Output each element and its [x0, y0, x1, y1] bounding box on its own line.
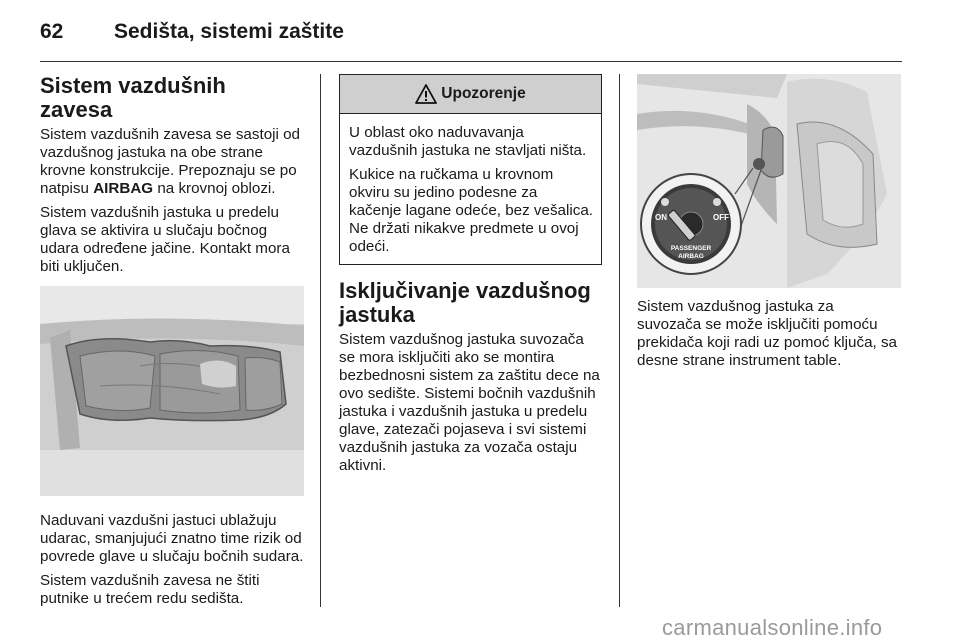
switch-airbag-label: AIRBAG: [678, 253, 704, 260]
curtain-airbag-illustration: [40, 286, 304, 496]
column-3: [637, 74, 901, 376]
paragraph-curtain-third-row: Sistem vazdušnih zavesa ne štiti putnike u trećem redu sedišta.: [40, 572, 260, 607]
paragraph-curtain-activation: Sistem vazdušnih jastuka u predelu glava se aktivira u slučaju bočnog udara određene jačine. Kontakt mora biti uključen.: [40, 204, 290, 275]
warning-body: [340, 114, 601, 264]
warning-paragraph-1: U oblast oko naduvavanja vazdušnih jastuka ne stavljati ništa.: [349, 124, 587, 159]
airbag-label: AIRBAG: [93, 180, 154, 197]
warning-title: Upozorenje: [441, 85, 526, 102]
paragraph-curtain-benefit: Naduvani vazdušni jastuci ublažuju udarac, smanjujući znatno time rizik od povrede glave u slučaju bočnih sudara.: [40, 512, 304, 565]
section-title-airbag-deactivation: Isključivanje vazdušnog jastuka: [339, 278, 591, 327]
paragraph-curtain-intro: Sistem vazdušnih zavesa se sastoji od vazdušnog jastuka na obe strane krovne konstrukcije. Prepoznaju se po natpisu AIRBAG na krovnoj oblozi.: [40, 126, 301, 197]
column-2: [339, 74, 603, 481]
column-1: [40, 74, 304, 614]
warning-header: [340, 75, 601, 114]
warning-paragraph-2: Kukice na ručkama u krovnom okviru su jedino podesne za kačenje lagane odeće, bez vešalica. Ne držati nikakve predmete u ovoj odeći.: [349, 166, 594, 255]
section-title-curtain-airbag: Sistem vazdušnih zavesa: [40, 73, 226, 122]
page-number: 62: [40, 20, 64, 43]
switch-passenger-label: PASSENGER: [670, 245, 712, 252]
paragraph-switch-location: Sistem vazdušnog jastuka za suvozača se može isključiti pomoću prekidača koji radi uz pomoć ključa, sa desne strane instrument table.: [637, 298, 897, 369]
switch-off-label: OFF: [713, 213, 729, 222]
paragraph-airbag-deactivation: Sistem vazdušnog jastuka suvozača se mora isključiti ako se montira bezbednosni sistem za zaštitu dece na ovo sedište. Sistemi bočnih vazdušnih jastuka i vazdušnih jastuka u predelu glave, zatezači pojaseva i svi sistemi vazdušnih jastuka za vozača ostaju aktivni.: [339, 331, 600, 474]
column-divider-2: [619, 74, 620, 607]
column-divider-1: [320, 74, 321, 607]
watermark: carmanualsonline.info: [662, 615, 883, 640]
header-divider: [40, 61, 902, 62]
warning-triangle-icon: [415, 84, 437, 104]
page-title: Sedišta, sistemi zaštite: [114, 20, 344, 43]
page-header: [40, 18, 902, 58]
switch-on-label: ON: [655, 213, 667, 222]
warning-box: [339, 74, 602, 265]
airbag-switch-illustration: [637, 74, 901, 288]
